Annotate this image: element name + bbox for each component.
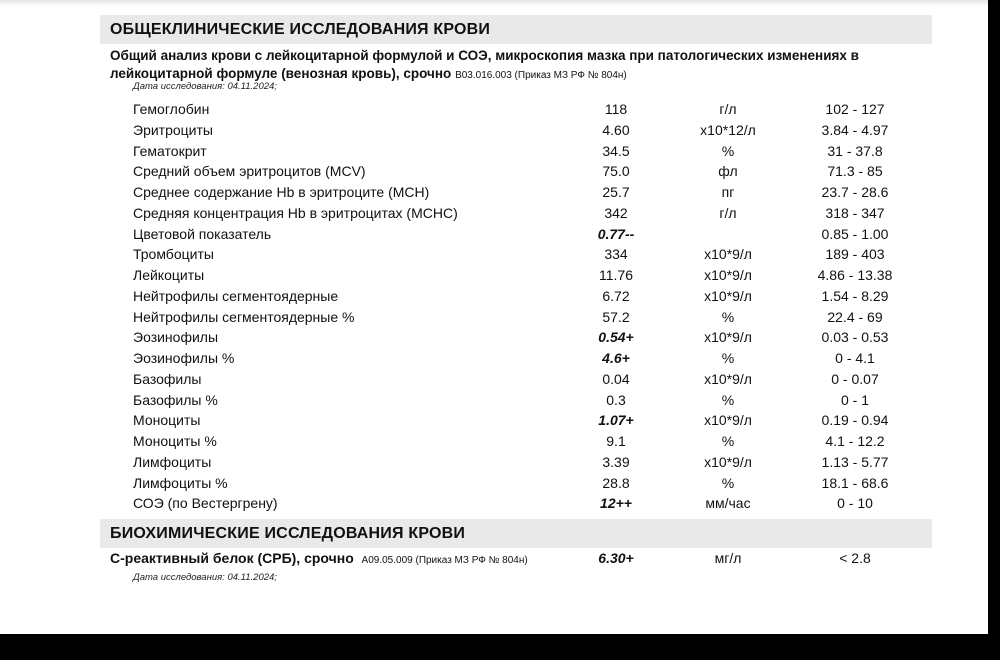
result-value: 9.1 (606, 433, 626, 449)
table-row (0, 452, 988, 473)
result-name: Среднее содержание Hb в эритроците (MCH) (133, 184, 430, 200)
result-ref: 0.03 - 0.53 (821, 329, 889, 346)
test-title-line1: Общий анализ крови с лейкоцитарной формулой и СОЭ, микроскопия мазка при патологических изменениях в (110, 48, 859, 63)
result-unit: % (721, 142, 735, 159)
result-ref: 102 - 127 (825, 101, 885, 117)
result-name: СОЭ (по Вестергрену) (133, 495, 278, 512)
result-ref: 0 - 10 (837, 495, 873, 512)
result-unit: % (721, 474, 735, 491)
test-title-cbc (110, 47, 940, 85)
result-name: Средний объем эритроцитов (MCV) (133, 163, 366, 180)
section-header-biochem: БИОХИМИЧЕСКИЕ ИССЛЕДОВАНИЯ КРОВИ (100, 519, 932, 548)
result-value: 75.0 (602, 163, 630, 180)
result-value: 0.3 (606, 391, 626, 408)
result-unit: x10*9/л (704, 246, 752, 263)
table-row (0, 141, 988, 162)
result-ref: 1.54 - 8.29 (821, 287, 889, 304)
crp-test-name: С-реактивный белок (СРБ), срочно (110, 550, 354, 566)
result-ref: 0.85 - 1.00 (821, 225, 889, 242)
result-name: Базофилы % (133, 391, 218, 408)
crp-unit: мг/л (714, 550, 742, 566)
table-row (0, 120, 988, 141)
result-name: Цветовой показатель (133, 225, 272, 242)
table-row (0, 286, 988, 307)
result-unit: г/л (719, 101, 737, 117)
result-name: Тромбоциты (133, 246, 214, 263)
result-value: 12++ (600, 495, 632, 512)
result-value: 1.07+ (598, 412, 634, 429)
result-name: Моноциты (133, 412, 201, 429)
result-name: Гемоглобин (133, 101, 210, 117)
result-value: 11.76 (599, 267, 633, 283)
result-unit: % (721, 308, 735, 325)
table-row-crp (0, 548, 988, 568)
result-ref: 0 - 4.1 (835, 350, 875, 366)
result-unit: % (721, 433, 735, 449)
result-unit: г/л (719, 204, 737, 221)
table-row (0, 410, 988, 431)
result-ref: 4.86 - 13.38 (817, 267, 893, 283)
result-ref: 22.4 - 69 (827, 308, 883, 325)
result-value: 334 (604, 246, 628, 263)
table-row (0, 431, 988, 452)
table-row (0, 390, 988, 411)
crp-value: 6.30+ (598, 550, 634, 566)
result-value: 0.54+ (598, 329, 634, 346)
test-code: B03.016.003 (Приказ МЗ РФ № 804н) (455, 70, 627, 81)
result-ref: 4.1 - 12.2 (825, 433, 885, 449)
result-unit: пг (721, 184, 735, 200)
result-name: Лимфоциты (133, 453, 212, 470)
result-name: Базофилы (133, 370, 202, 387)
result-unit: x10*9/л (704, 453, 752, 470)
table-row (0, 161, 988, 182)
result-ref: 189 - 403 (825, 246, 885, 263)
result-ref: 71.3 - 85 (827, 163, 883, 180)
result-value: 4.6+ (602, 350, 630, 366)
result-value: 6.72 (602, 287, 630, 304)
result-value: 57.2 (602, 308, 630, 325)
crp-ref: < 2.8 (839, 550, 871, 566)
table-row (0, 369, 988, 390)
result-name: Эозинофилы % (133, 350, 235, 366)
result-value: 28.8 (602, 474, 630, 491)
result-name: Эозинофилы (133, 329, 219, 346)
result-unit: x10*9/л (704, 370, 752, 387)
study-date: Дата исследования: 04.11.2024; (133, 81, 277, 92)
page-top-shadow (0, 0, 988, 6)
table-row (0, 244, 988, 265)
result-ref: 23.7 - 28.6 (821, 184, 889, 200)
result-value: 3.39 (602, 453, 630, 470)
result-unit: % (721, 350, 735, 366)
result-unit: x10*9/л (704, 329, 752, 346)
table-row (0, 348, 988, 369)
table-row (0, 265, 988, 286)
result-name: Нейтрофилы сегментоядерные % (133, 308, 355, 325)
result-ref: 1.13 - 5.77 (821, 453, 889, 470)
result-ref: 0 - 0.07 (831, 370, 879, 387)
table-row (0, 99, 988, 120)
result-unit: x10*9/л (704, 267, 752, 283)
result-name: Моноциты % (133, 433, 217, 449)
result-value: 34.5 (602, 142, 630, 159)
result-unit: x10*9/л (704, 412, 752, 429)
result-ref: 0 - 1 (840, 391, 869, 408)
study-date-biochem: Дата исследования: 04.11.2024; (133, 572, 277, 583)
result-value: 118 (604, 101, 628, 117)
section-header-general: ОБЩЕКЛИНИЧЕСКИЕ ИССЛЕДОВАНИЯ КРОВИ (100, 15, 932, 44)
result-value: 0.04 (602, 370, 630, 387)
table-row (0, 473, 988, 494)
result-ref: 18.1 - 68.6 (821, 474, 889, 491)
result-ref: 31 - 37.8 (827, 142, 883, 159)
table-row (0, 493, 988, 514)
result-name: Эритроциты (133, 121, 213, 138)
result-name: Лимфоциты % (133, 474, 228, 491)
crp-test-code: A09.05.009 (Приказ МЗ РФ № 804н) (361, 555, 528, 566)
table-row (0, 224, 988, 245)
result-unit: фл (718, 163, 738, 180)
result-value: 342 (604, 204, 628, 221)
crp-name (110, 548, 528, 571)
result-ref: 0.19 - 0.94 (821, 412, 889, 429)
result-unit: x10*9/л (704, 287, 752, 304)
result-unit: x10*12/л (700, 121, 756, 138)
result-value: 0.77-- (597, 225, 635, 242)
test-title-line2: лейкоцитарной формуле (венозная кровь), срочно (110, 66, 452, 81)
result-name: Средняя концентрация Hb в эритроцитах (MCHC) (133, 204, 458, 221)
table-row (0, 327, 988, 348)
table-row (0, 307, 988, 328)
result-ref: 318 - 347 (825, 204, 885, 221)
result-unit: мм/час (705, 495, 751, 512)
result-name: Гематокрит (133, 142, 207, 159)
table-row (0, 182, 988, 203)
result-value: 4.60 (602, 121, 630, 138)
result-value: 25.7 (602, 184, 630, 200)
result-name: Нейтрофилы сегментоядерные (133, 287, 339, 304)
result-name: Лейкоциты (133, 267, 205, 283)
result-unit: % (721, 391, 735, 408)
result-ref: 3.84 - 4.97 (821, 121, 889, 138)
table-row (0, 203, 988, 224)
